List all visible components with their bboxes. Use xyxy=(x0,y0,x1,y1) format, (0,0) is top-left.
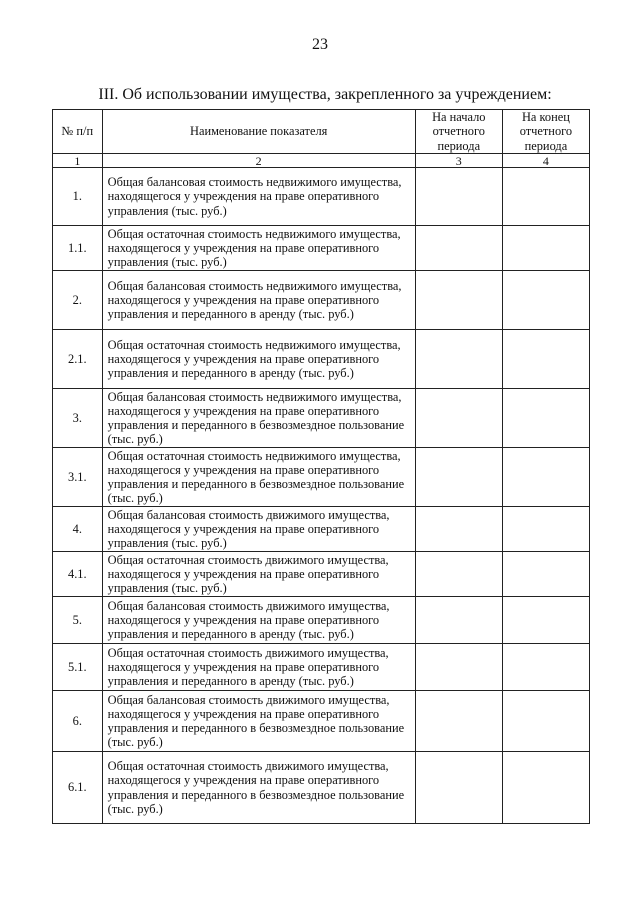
table-row xyxy=(53,271,590,330)
row-start-value xyxy=(415,552,502,597)
row-end-value xyxy=(502,597,589,644)
row-number: 3.1. xyxy=(53,448,103,507)
row-start-value xyxy=(415,168,502,226)
header-start-period: На начало отчетного периода xyxy=(415,110,502,154)
property-usage-table xyxy=(52,109,590,824)
row-start-value xyxy=(415,448,502,507)
section-title: III. Об использовании имущества, закрепленного за учреждением: xyxy=(98,86,552,103)
row-indicator-name: Общая остаточная стоимость движимого имущества, находящегося у учреждения на праве оперативного управления (тыс. руб.) xyxy=(102,552,415,597)
row-end-value xyxy=(502,507,589,552)
page-number: 23 xyxy=(312,36,328,53)
row-start-value xyxy=(415,752,502,824)
table-row xyxy=(53,507,590,552)
row-start-value xyxy=(415,330,502,389)
row-indicator-name: Общая балансовая стоимость движимого имущества, находящегося у учреждения на праве оперативного управления и переданного в аренду (тыс. руб.) xyxy=(102,597,415,644)
column-number: 4 xyxy=(502,154,589,168)
row-number: 4.1. xyxy=(53,552,103,597)
row-number: 5.1. xyxy=(53,644,103,691)
row-indicator-name: Общая остаточная стоимость недвижимого имущества, находящегося у учреждения на праве оперативного управления и переданного в аренду (тыс. руб.) xyxy=(102,330,415,389)
table-row xyxy=(53,448,590,507)
row-end-value xyxy=(502,752,589,824)
table-row xyxy=(53,330,590,389)
table-header xyxy=(53,110,590,168)
row-indicator-name: Общая балансовая стоимость недвижимого имущества, находящегося у учреждения на праве оперативного управления (тыс. руб.) xyxy=(102,168,415,226)
row-number: 2. xyxy=(53,271,103,330)
column-number: 3 xyxy=(415,154,502,168)
row-number: 6.1. xyxy=(53,752,103,824)
row-number: 4. xyxy=(53,507,103,552)
row-start-value xyxy=(415,389,502,448)
row-indicator-name: Общая остаточная стоимость движимого имущества, находящегося у учреждения на праве оперативного управления и переданного в аренду (тыс. руб.) xyxy=(102,644,415,691)
column-number: 2 xyxy=(102,154,415,168)
table-row xyxy=(53,389,590,448)
row-indicator-name: Общая остаточная стоимость недвижимого имущества, находящегося у учреждения на праве оперативного управления и переданного в безвозмездное пользование (тыс. руб.) xyxy=(102,448,415,507)
column-number-row xyxy=(53,154,590,168)
table-row xyxy=(53,226,590,271)
table-row xyxy=(53,552,590,597)
column-number: 1 xyxy=(53,154,103,168)
row-end-value xyxy=(502,448,589,507)
header-name: Наименование показателя xyxy=(102,110,415,154)
table-row xyxy=(53,597,590,644)
row-end-value xyxy=(502,271,589,330)
header-row xyxy=(53,110,590,154)
row-number: 5. xyxy=(53,597,103,644)
row-number: 3. xyxy=(53,389,103,448)
row-indicator-name: Общая балансовая стоимость движимого имущества, находящегося у учреждения на праве оперативного управления (тыс. руб.) xyxy=(102,507,415,552)
row-end-value xyxy=(502,330,589,389)
row-end-value xyxy=(502,644,589,691)
table-row xyxy=(53,168,590,226)
row-number: 6. xyxy=(53,691,103,752)
row-indicator-name: Общая остаточная стоимость движимого имущества, находящегося у учреждения на праве оперативного управления и переданного в безвозмездное пользование (тыс. руб.) xyxy=(102,752,415,824)
table-body xyxy=(53,168,590,824)
header-end-period: На конец отчетного периода xyxy=(502,110,589,154)
row-number: 2.1. xyxy=(53,330,103,389)
row-indicator-name: Общая балансовая стоимость недвижимого имущества, находящегося у учреждения на праве оперативного управления и переданного в аренду (тыс. руб.) xyxy=(102,271,415,330)
header-num: № п/п xyxy=(53,110,103,154)
row-start-value xyxy=(415,271,502,330)
row-number: 1. xyxy=(53,168,103,226)
row-end-value xyxy=(502,389,589,448)
row-start-value xyxy=(415,597,502,644)
row-indicator-name: Общая балансовая стоимость движимого имущества, находящегося у учреждения на праве оперативного управления и переданного в безвозмездное пользование (тыс. руб.) xyxy=(102,691,415,752)
row-number: 1.1. xyxy=(53,226,103,271)
row-start-value xyxy=(415,644,502,691)
row-start-value xyxy=(415,507,502,552)
row-indicator-name: Общая балансовая стоимость недвижимого имущества, находящегося у учреждения на праве оперативного управления и переданного в безвозмездное пользование (тыс. руб.) xyxy=(102,389,415,448)
row-end-value xyxy=(502,168,589,226)
row-end-value xyxy=(502,552,589,597)
row-end-value xyxy=(502,226,589,271)
row-start-value xyxy=(415,691,502,752)
table-row xyxy=(53,691,590,752)
row-indicator-name: Общая остаточная стоимость недвижимого имущества, находящегося у учреждения на праве оперативного управления (тыс. руб.) xyxy=(102,226,415,271)
table-row xyxy=(53,752,590,824)
table-row xyxy=(53,644,590,691)
row-start-value xyxy=(415,226,502,271)
row-end-value xyxy=(502,691,589,752)
